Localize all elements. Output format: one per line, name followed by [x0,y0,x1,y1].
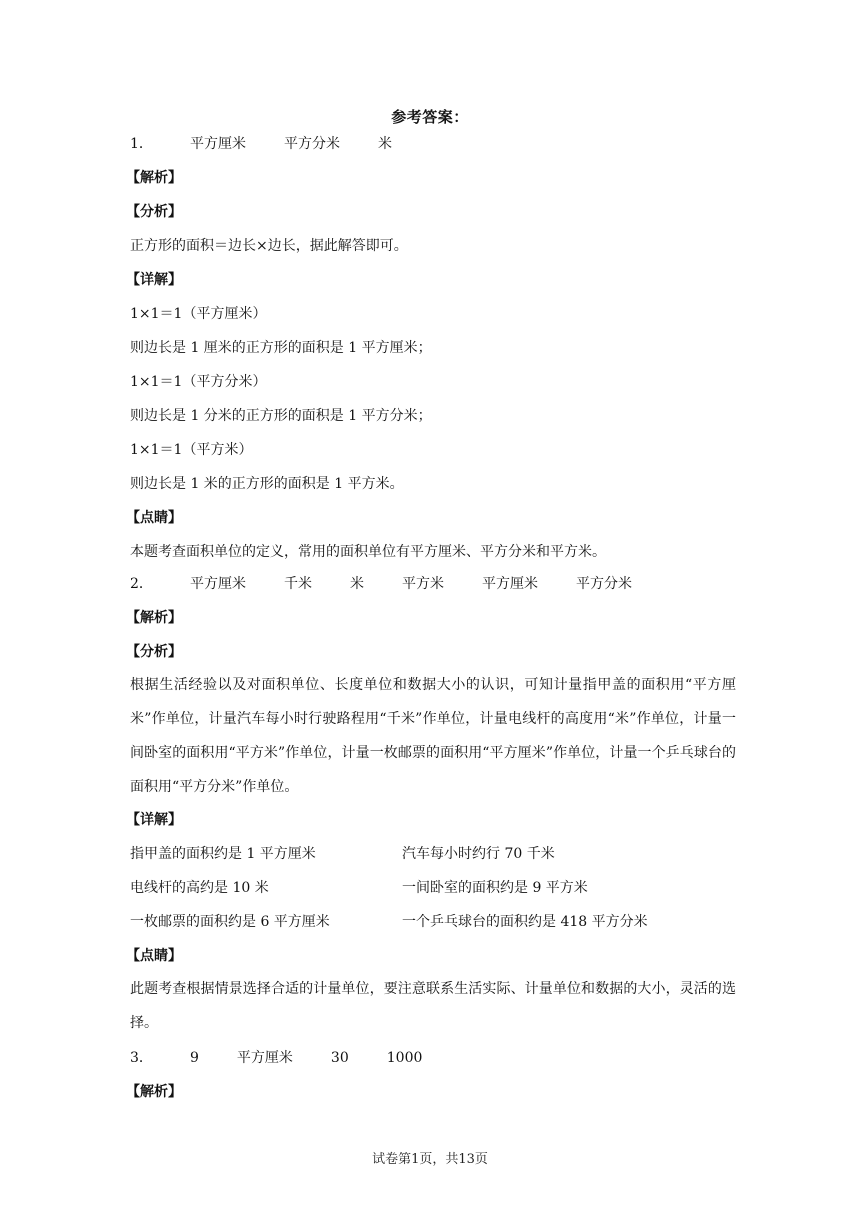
q2-answer: 千米 [284,576,312,592]
q2-detail-cell: 一枚邮票的面积约是 6 平方厘米 [130,914,330,930]
q1-detail-line: 1×1＝1（平方米） [130,442,253,458]
q2-detail-cell: 汽车每小时约行 70 千米 [402,846,555,862]
q2-detail-cell: 指甲盖的面积约是 1 平方厘米 [130,846,316,862]
q2-answer: 平方厘米 [190,576,246,592]
q3-answer: 9 [190,1050,199,1066]
q1-jiexi-heading: 【解析】 [126,170,182,186]
q1-answer: 平方分米 [284,136,340,152]
q1-detail-line: 则边长是 1 分米的正方形的面积是 1 平方分米； [130,408,432,424]
q2-answer-line [130,574,740,594]
q3-answer: 平方厘米 [236,1050,293,1066]
q1-fenxi-text: 正方形的面积＝边长×边长，据此解答即可。 [130,238,408,254]
q1-answer: 平方厘米 [190,136,246,152]
q2-fenxi-text: 根据生活经验以及对面积单位、长度单位和数据大小的认识，可知计量指甲盖的面积用“平方厘米”作单位，计量汽车每小时行驶路程用“千米”作单位，计量电线杆的高度用“米”作单位，计量一间卧室的面积用“平方米”作单位，计量一枚邮票的面积用“平方厘米”作单位，计量一个乒乓球台的面积用“平方分米”作单位。 [130,677,736,795]
q1-fenxi-heading: 【分析】 [126,204,182,220]
q3-answer-line [130,1048,740,1068]
q1-dianjing-text: 本题考查面积单位的定义，常用的面积单位有平方厘米、平方分米和平方米。 [130,544,606,560]
q3-jiexi-heading: 【解析】 [126,1084,182,1100]
q1-number: 1． [130,136,153,152]
q1-answer: 米 [378,136,392,152]
q2-answer: 平方米 [402,576,444,592]
q2-detail-row [130,844,740,864]
page-footer: 试卷第1页，共13页 [372,1152,488,1167]
q1-detail-line: 则边长是 1 米的正方形的面积是 1 平方米。 [130,476,404,492]
q2-detail-row [130,912,740,932]
q1-detail-line: 1×1＝1（平方厘米） [130,306,267,322]
q1-detail-line: 则边长是 1 厘米的正方形的面积是 1 平方厘米； [130,340,432,356]
q3-answer: 30 [330,1050,349,1066]
q2-jiexi-heading: 【解析】 [126,610,182,626]
q2-answer: 平方厘米 [482,576,538,592]
q1-dianjing-heading: 【点睛】 [126,510,182,526]
q1-xiangjie-heading: 【详解】 [126,272,182,288]
q2-fenxi-heading: 【分析】 [126,644,182,660]
q2-detail-row [130,878,740,898]
q2-detail-cell: 一间卧室的面积约是 9 平方米 [402,880,588,896]
answer-key-title: 参考答案： [391,108,469,126]
q2-detail-cell: 电线杆的高约是 10 米 [130,880,269,896]
q2-dianjing-text: 此题考查根据情景选择合适的计量单位，要注意联系生活实际、计量单位和数据的大小，灵活的选择。 [130,981,736,1031]
q3-answer: 1000 [386,1050,423,1066]
q2-answer: 平方分米 [576,576,632,592]
q2-answer: 米 [350,576,364,592]
q2-detail-cell: 一个乒乓球台的面积约是 418 平方分米 [402,914,648,930]
q1-answer-line [130,134,740,154]
q2-xiangjie-heading: 【详解】 [126,812,182,828]
q2-number: 2． [130,576,153,592]
q2-dianjing-heading: 【点睛】 [126,948,182,964]
q1-detail-line: 1×1＝1（平方分米） [130,374,267,390]
q3-number: 3． [130,1050,153,1066]
